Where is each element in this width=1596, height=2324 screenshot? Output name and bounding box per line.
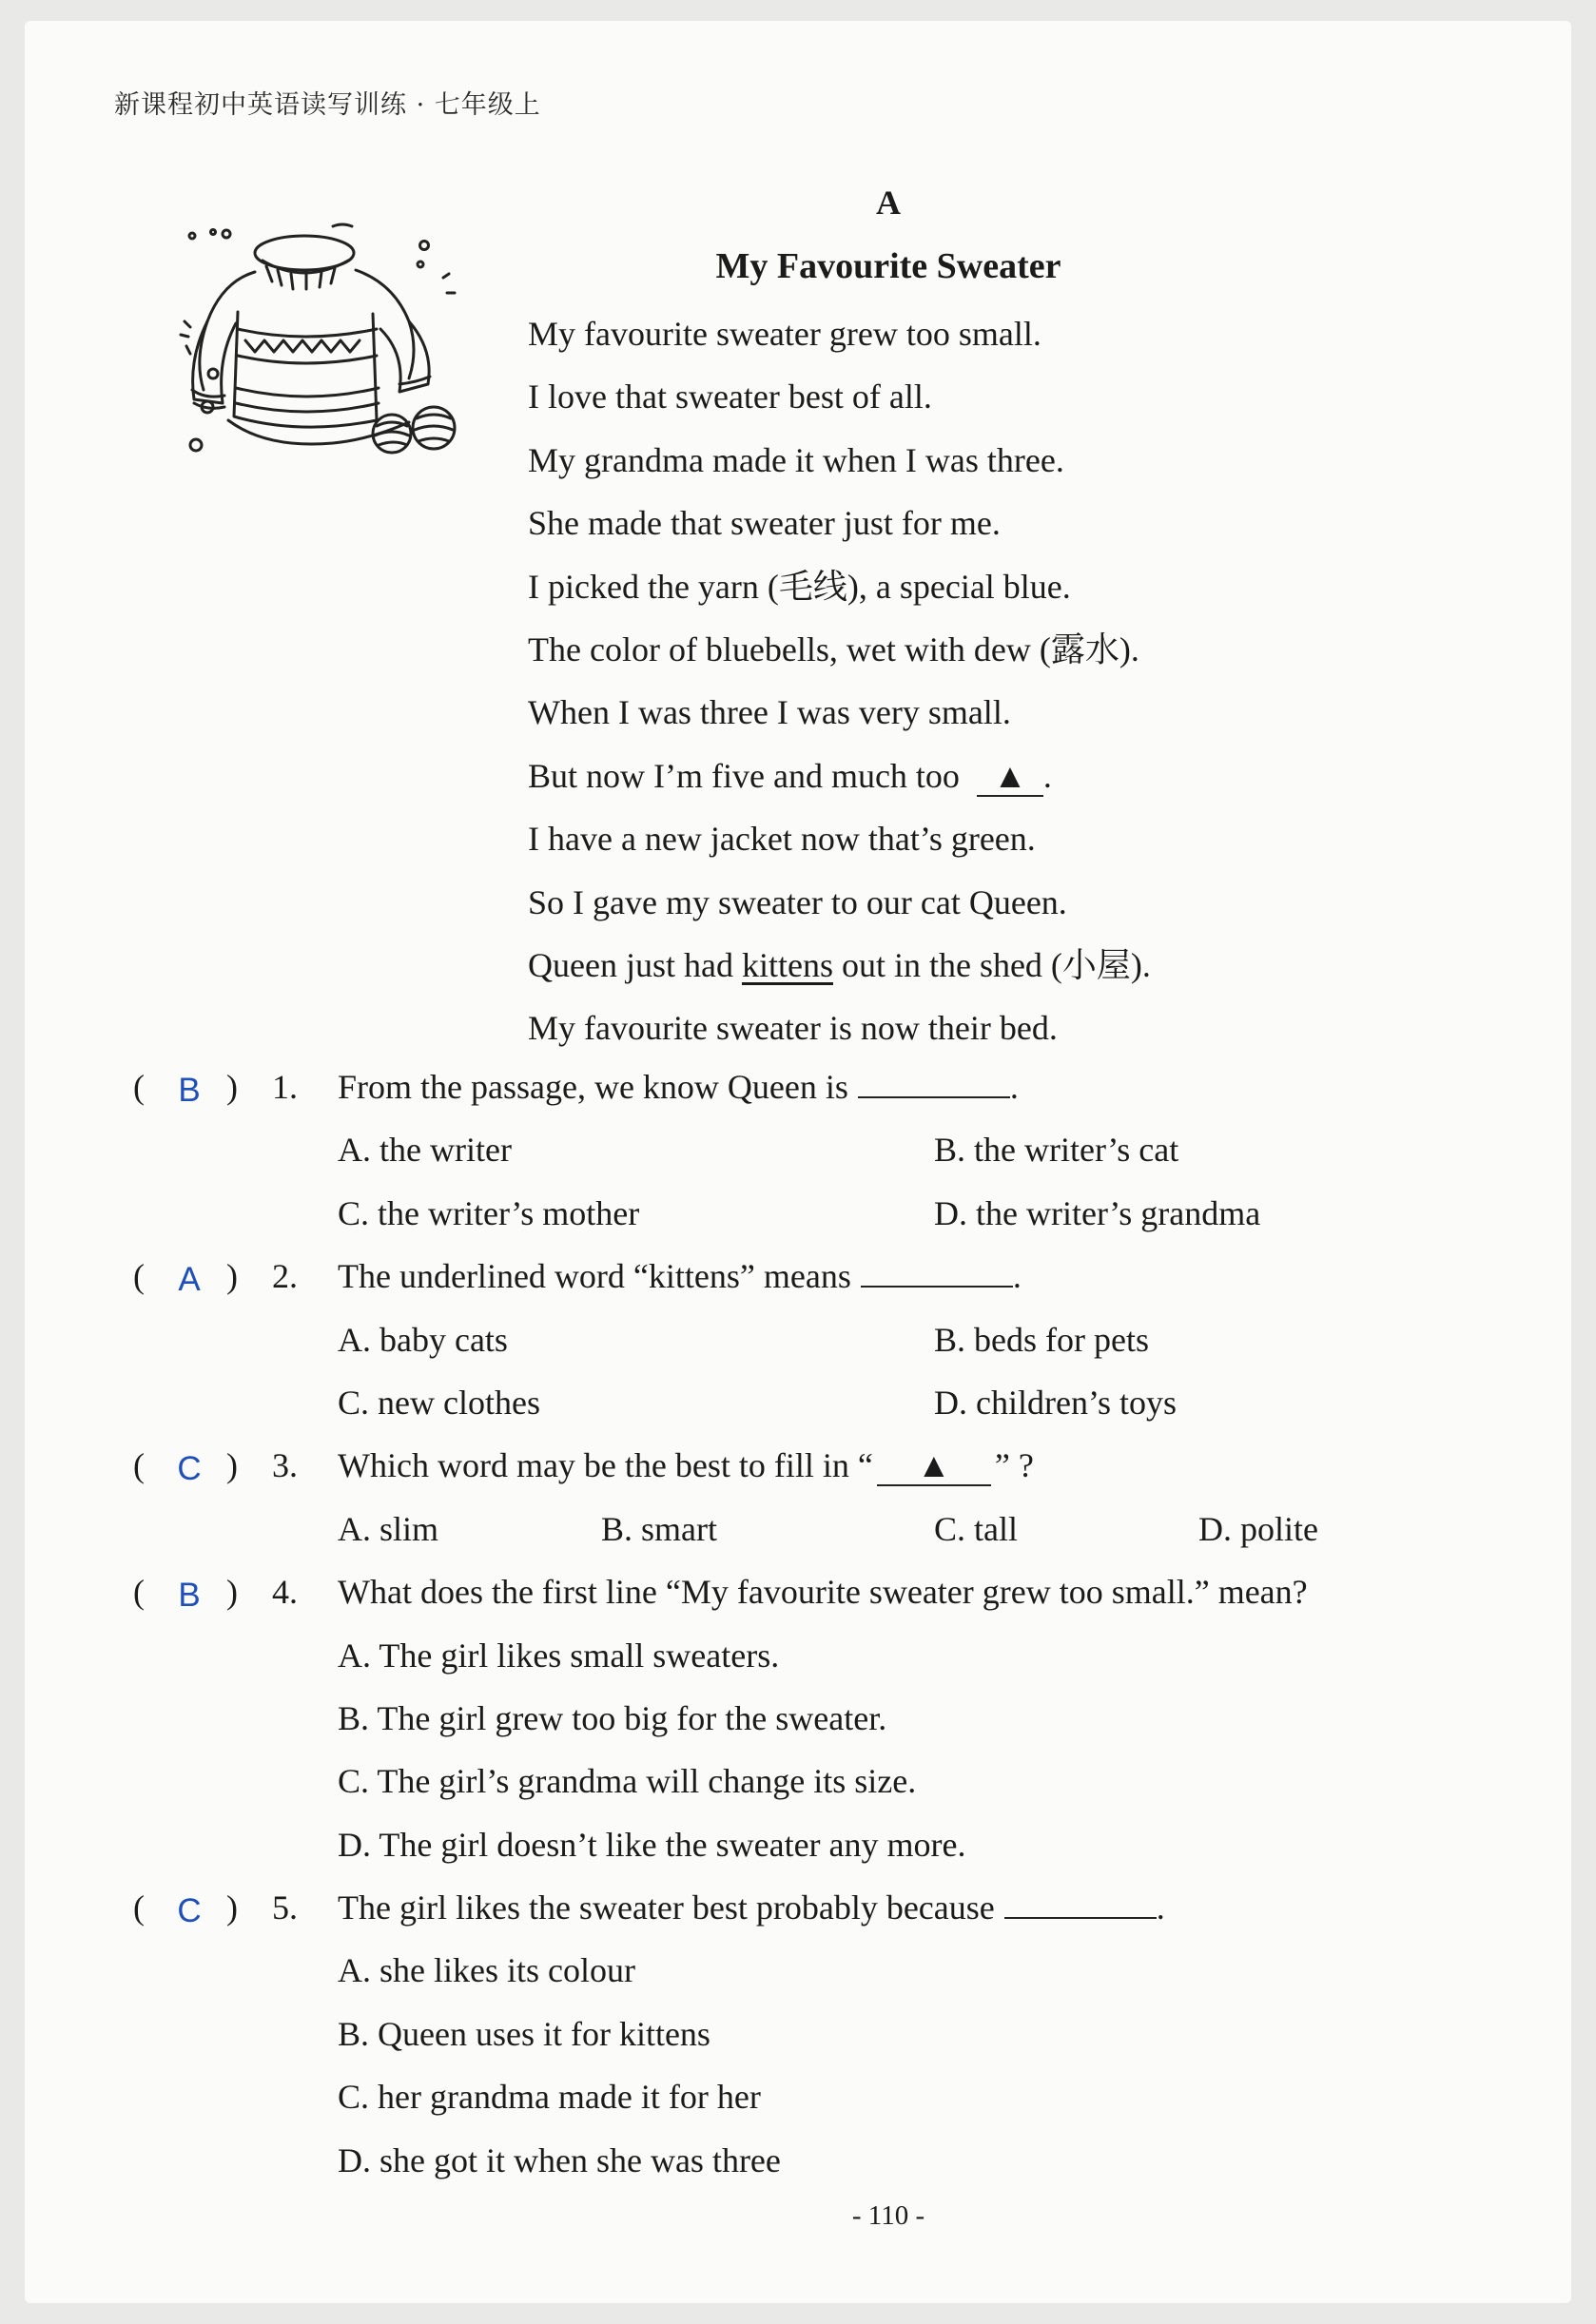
option-a: A. slim (338, 1509, 439, 1548)
option-c: C. The girl’s grandma will change its size. (338, 1762, 917, 1801)
question-end: . (1012, 1257, 1022, 1296)
section-letter: A (876, 184, 901, 222)
answer-blank (858, 1068, 1010, 1098)
paren-open: ( (133, 1573, 145, 1612)
question-number: 3. (272, 1446, 298, 1485)
paren-open: ( (133, 1068, 145, 1106)
question-text (338, 1063, 1019, 1111)
paren-close: ) (226, 1573, 238, 1612)
paren-close: ) (226, 1068, 238, 1106)
option-row (133, 1695, 1465, 1757)
option-row (133, 1126, 1465, 1189)
poem-line: The color of bluebells, wet with dew (露水). (528, 629, 1139, 668)
poem-line: So I gave my sweater to our cat Queen. (528, 882, 1067, 921)
option-row (133, 1946, 1465, 2009)
option-row (133, 1632, 1465, 1695)
option-row (133, 1316, 1465, 1379)
poem-title: My Favourite Sweater (715, 246, 1061, 286)
option-c: C. tall (934, 1509, 1018, 1548)
option-a: A. The girl likes small sweaters. (338, 1636, 780, 1675)
option-d: D. children’s toys (934, 1383, 1177, 1422)
question-stem: Which word may be the best to fill in “ (338, 1446, 873, 1485)
poem-line: I picked the yarn (毛线), a special blue. (528, 567, 1071, 606)
answer-2: A (178, 1261, 201, 1299)
question-number: 1. (272, 1068, 298, 1106)
poem-line-with-underline (528, 941, 1151, 1004)
question-2 (133, 1252, 1465, 1315)
paren-close: ) (226, 1446, 238, 1485)
option-a: A. she likes its colour (338, 1951, 635, 1990)
question-3 (133, 1442, 1465, 1504)
question-stem: From the passage, we know Queen is (338, 1068, 848, 1106)
question-end: . (1156, 1888, 1165, 1927)
question-text (338, 1442, 1034, 1489)
question-stem: The underlined word “kittens” means (338, 1257, 851, 1296)
question-list (133, 1063, 1465, 2199)
poem-line-text: Queen just had (528, 945, 742, 984)
option-b: B. smart (601, 1509, 717, 1548)
page-number: - 110 - (851, 2200, 925, 2231)
underlined-word: kittens (741, 945, 833, 984)
poem-line: When I was three I was very small. (528, 693, 1011, 732)
question-number: 5. (272, 1888, 298, 1927)
option-row (133, 1379, 1465, 1442)
paren-close: ) (226, 1257, 238, 1296)
question-number: 2. (272, 1257, 298, 1296)
option-b: B. Queen uses it for kittens (338, 2014, 710, 2053)
option-b: B. the writer’s cat (934, 1131, 1179, 1170)
poem-line: My grandma made it when I was three. (528, 440, 1064, 479)
option-d: D. she got it when she was three (338, 2140, 781, 2179)
question-4 (133, 1568, 1465, 1631)
option-row (133, 1757, 1465, 1820)
paren-open: ( (133, 1446, 145, 1485)
answer-3: C (177, 1450, 202, 1488)
option-a: A. the writer (338, 1131, 512, 1170)
triangle-blank: ▲ (977, 757, 1043, 797)
option-b: B. beds for pets (934, 1320, 1149, 1359)
question-stem: What does the first line “My favourite sweater grew too small.” mean? (338, 1573, 1308, 1612)
option-a: A. baby cats (338, 1320, 508, 1359)
book-header: 新课程初中英语读写训练 · 七年级上 (114, 90, 541, 120)
option-d: D. polite (1198, 1509, 1318, 1548)
poem-line: I love that sweater best of all. (528, 378, 932, 416)
option-row (133, 1505, 1465, 1568)
poem-line-end: . (1042, 756, 1052, 795)
poem-line-with-blank (528, 752, 1151, 815)
option-d: D. the writer’s grandma (934, 1193, 1261, 1232)
paren-close: ) (226, 1888, 238, 1927)
poem-line-text: But now I’m five and much too (528, 756, 960, 795)
answer-5: C (177, 1892, 202, 1930)
poem-body (528, 310, 1151, 1068)
poem-line: My favourite sweater is now their bed. (528, 1009, 1058, 1048)
paren-open: ( (133, 1257, 145, 1296)
answer-blank (1004, 1888, 1157, 1919)
poem-line-text: out in the shed (小屋). (832, 945, 1151, 984)
option-row (133, 2073, 1465, 2136)
poem-line: She made that sweater just for me. (528, 504, 1001, 543)
question-text (338, 1884, 1165, 1931)
option-row (133, 1821, 1465, 1884)
poem-line: I have a new jacket now that’s green. (528, 820, 1036, 859)
answer-1: B (178, 1072, 201, 1109)
option-b: B. The girl grew too big for the sweater. (338, 1698, 887, 1737)
question-1 (133, 1063, 1465, 1126)
paren-open: ( (133, 1888, 145, 1927)
option-row (133, 2137, 1465, 2199)
option-c: C. the writer’s mother (338, 1193, 640, 1232)
poem-line: My favourite sweater grew too small. (528, 315, 1041, 353)
triangle-blank: ▲ (877, 1446, 991, 1486)
answer-blank (861, 1257, 1013, 1288)
question-end: . (1009, 1068, 1019, 1106)
option-c: C. her grandma made it for her (338, 2078, 761, 2117)
question-end: ” ? (994, 1446, 1034, 1485)
option-row (133, 1190, 1465, 1252)
option-row (133, 2010, 1465, 2073)
answer-4: B (178, 1577, 201, 1615)
option-c: C. new clothes (338, 1383, 540, 1422)
option-d: D. The girl doesn’t like the sweater any more. (338, 1825, 966, 1864)
question-stem: The girl likes the sweater best probably because (338, 1888, 995, 1927)
question-number: 4. (272, 1573, 298, 1612)
question-5 (133, 1884, 1465, 1946)
question-text (338, 1252, 1022, 1300)
